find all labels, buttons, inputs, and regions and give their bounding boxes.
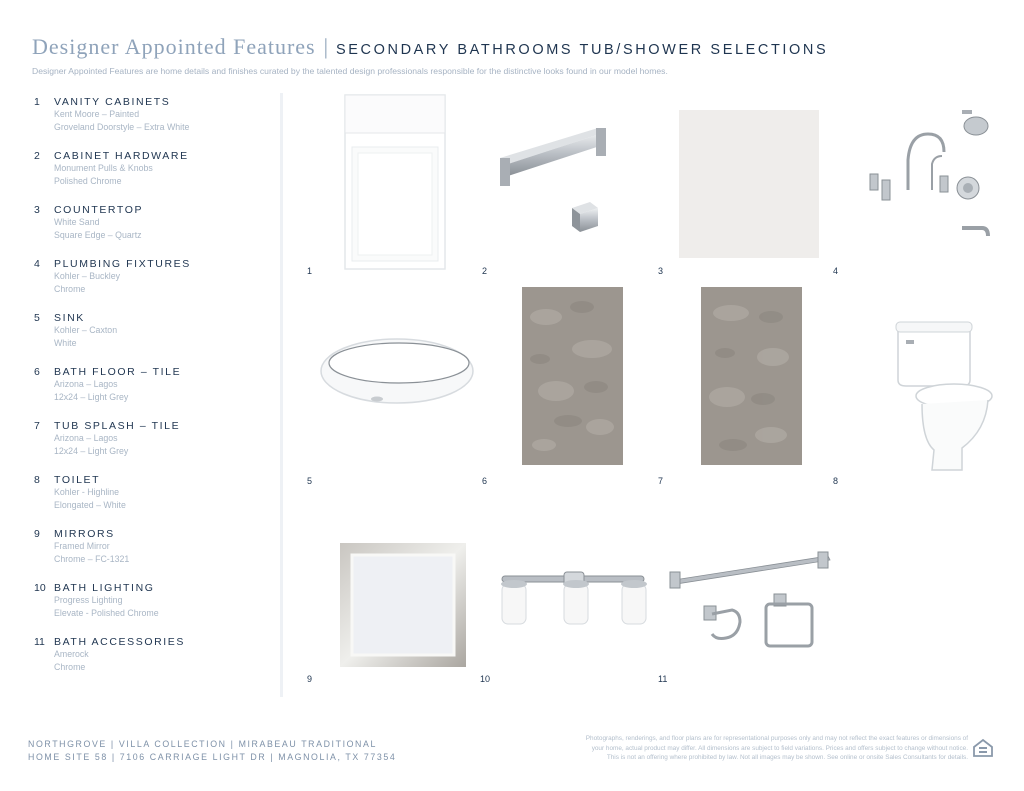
towel-bar-ring-set-icon bbox=[668, 550, 834, 656]
feature-name: BATH LIGHTING bbox=[54, 582, 155, 594]
page-title: Designer Appointed Features bbox=[32, 34, 316, 59]
disclaimer-line: This is not an offering where prohibited by law. Not all images may be shown. See online or onsite Sales Consultants for details. bbox=[606, 754, 968, 762]
feature-detail: Groveland Doorstyle – Extra White bbox=[54, 121, 190, 132]
feature-number: 9 bbox=[34, 528, 40, 540]
feature-number: 10 bbox=[34, 582, 46, 594]
equal-housing-icon bbox=[972, 737, 994, 759]
disclaimer-line: your home, actual product may differ. All dimensions are subject to field variations. Prices and offers subject to change without notice. bbox=[591, 744, 968, 752]
gallery-number: 9 bbox=[307, 674, 313, 684]
faucet-and-shower-set-icon bbox=[864, 104, 998, 244]
feature-detail: Polished Chrome bbox=[54, 175, 122, 186]
lighted-mirror-icon bbox=[340, 543, 466, 667]
feature-detail: Amerock bbox=[54, 649, 89, 659]
gallery-number: 5 bbox=[307, 476, 313, 486]
feature-detail: Arizona – Lagos bbox=[54, 379, 118, 389]
feature-detail: Kohler - Highline bbox=[54, 487, 120, 497]
gallery-number: 10 bbox=[480, 674, 491, 684]
feature-number: 5 bbox=[34, 312, 40, 324]
floor-tile-swatch-icon bbox=[522, 287, 623, 465]
feature-detail: Elevate - Polished Chrome bbox=[54, 607, 159, 618]
feature-number: 4 bbox=[34, 258, 40, 270]
feature-number: 8 bbox=[34, 474, 40, 486]
gallery-number: 1 bbox=[307, 266, 313, 276]
feature-name: COUNTERTOP bbox=[54, 204, 144, 216]
footer-disclaimer bbox=[498, 734, 968, 763]
feature-detail: Chrome bbox=[54, 661, 86, 672]
feature-name: MIRRORS bbox=[54, 528, 115, 540]
vanity-light-fixture-icon bbox=[498, 570, 650, 630]
title-separator: | bbox=[323, 34, 329, 59]
gallery-number: 6 bbox=[482, 476, 488, 486]
feature-detail: 12x24 – Light Grey bbox=[54, 445, 129, 456]
intro-text: Designer Appointed Features are home details and finishes curated by the talented design professionals responsible for the distinctive looks found in our model homes. bbox=[32, 66, 668, 76]
vanity-cabinet-door-icon bbox=[342, 93, 448, 271]
cabinet-pull-and-knob-icon bbox=[494, 122, 614, 246]
splash-tile-swatch-icon bbox=[701, 287, 802, 465]
feature-detail: 12x24 – Light Grey bbox=[54, 391, 129, 402]
feature-detail: Square Edge – Quartz bbox=[54, 229, 142, 240]
gallery-number: 2 bbox=[482, 266, 488, 276]
gallery-number: 8 bbox=[833, 476, 839, 486]
footer-line: HOME SITE 58 | 7106 CARRIAGE LIGHT DR | MAGNOLIA, TX 77354 bbox=[28, 752, 397, 762]
feature-detail: Arizona – Lagos bbox=[54, 433, 118, 443]
gallery-number: 4 bbox=[833, 266, 839, 276]
feature-detail: White bbox=[54, 337, 77, 348]
feature-name: SINK bbox=[54, 312, 85, 324]
feature-number: 7 bbox=[34, 420, 40, 432]
undermount-sink-icon bbox=[319, 337, 475, 409]
feature-detail: Chrome – FC-1321 bbox=[54, 553, 130, 564]
feature-detail: Elongated – White bbox=[54, 499, 126, 510]
feature-name: TUB SPLASH – TILE bbox=[54, 420, 181, 432]
toilet-icon bbox=[892, 320, 996, 476]
feature-name: BATH FLOOR – TILE bbox=[54, 366, 182, 378]
feature-detail: Kohler – Buckley bbox=[54, 271, 121, 281]
feature-detail: Monument Pulls & Knobs bbox=[54, 163, 153, 173]
feature-name: CABINET HARDWARE bbox=[54, 150, 189, 162]
feature-detail: Chrome bbox=[54, 283, 86, 294]
footer-line: NORTHGROVE | VILLA COLLECTION | MIRABEAU TRADITIONAL bbox=[28, 739, 377, 749]
feature-name: VANITY CABINETS bbox=[54, 96, 171, 108]
gallery-number: 7 bbox=[658, 476, 664, 486]
feature-detail: Progress Lighting bbox=[54, 595, 123, 605]
feature-number: 11 bbox=[34, 636, 45, 648]
feature-detail: Framed Mirror bbox=[54, 541, 110, 551]
gallery-number: 11 bbox=[658, 674, 668, 684]
page-subtitle: SECONDARY BATHROOMS TUB/SHOWER SELECTIONS bbox=[336, 42, 829, 58]
feature-name: TOILET bbox=[54, 474, 101, 486]
footer-address bbox=[28, 738, 396, 764]
feature-detail: Kent Moore – Painted bbox=[54, 109, 140, 119]
feature-number: 3 bbox=[34, 204, 40, 216]
feature-number: 6 bbox=[34, 366, 40, 378]
feature-name: PLUMBING FIXTURES bbox=[54, 258, 191, 270]
feature-number: 2 bbox=[34, 150, 40, 162]
feature-detail: White Sand bbox=[54, 217, 100, 227]
feature-detail: Kohler – Caxton bbox=[54, 325, 118, 335]
feature-name: BATH ACCESSORIES bbox=[54, 636, 186, 648]
gallery-number: 3 bbox=[658, 266, 664, 276]
feature-number: 1 bbox=[34, 96, 40, 108]
countertop-swatch-icon bbox=[679, 110, 819, 258]
disclaimer-line: Photographs, renderings, and floor plans are for representational purposes only and may not reflect the exact features or dimensions of bbox=[585, 735, 968, 742]
